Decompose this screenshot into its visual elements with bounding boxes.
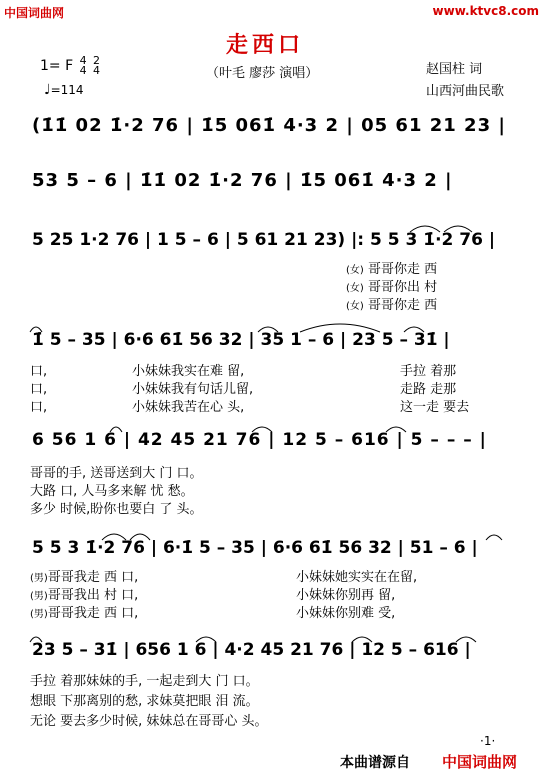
tie-line4-b — [258, 327, 278, 332]
tie-line6-a — [102, 534, 126, 540]
lyric-text: 哥哥你出 村 — [367, 280, 438, 295]
female-tag: (女) — [346, 283, 364, 294]
watermark-right: www.ktvc8.com — [432, 4, 539, 18]
tie-line7-b — [196, 637, 216, 642]
tie-line5-b — [252, 427, 272, 432]
score-line-4: 1̇ 5 – 35 | 6·6 61̇ 56 32 | 35 1 – 6 | 23 5 – 31̇ | — [32, 330, 450, 350]
score-line-1: (1̇1̇ 02 1̇·2 76 | 1̇5 061̇ 4·3 2 | 05 61 21 23 | — [32, 115, 506, 136]
score-line-5: 6 56 1 6 | 42 45 21 76 | 12 5 – 616 | 5 – – – | — [32, 430, 487, 450]
ts2-top: 2 — [93, 54, 101, 67]
key-label: 1= F — [40, 58, 74, 74]
ts1-bottom: 4 — [79, 64, 87, 77]
tie-line6-b — [130, 534, 150, 540]
lyrics-b2-l3-a: 口, — [30, 400, 48, 415]
lyrics-b2-l3-c: 这一走 要去 — [400, 400, 470, 415]
score-line-2: 53 5 – 6 | 1̇1̇ 02 1̇·2 76 | 1̇5 061̇ 4·3 2 | — [32, 170, 453, 191]
tie-line4-c — [300, 324, 380, 332]
source-site: 中国词曲网 — [442, 753, 518, 771]
lyrics-b3-l1: 哥哥的手, 送哥送到大 门 口。 — [30, 466, 203, 481]
male-tag: (男) — [30, 591, 48, 602]
source-label: 本曲谱源自 — [340, 755, 410, 771]
song-title: 走西口 — [226, 32, 305, 58]
lyric-text: 哥哥我走 西 口, — [47, 570, 139, 585]
lyrics-b2-l1-c: 手拉 着那 — [400, 364, 457, 379]
quarter-note-icon: ♩ — [44, 82, 51, 98]
ts1-top: 4 — [79, 54, 87, 67]
tie-line6-c — [486, 535, 502, 540]
lyrics-b2-l1-a: 口, — [30, 364, 48, 379]
watermark-left: 中国词曲网 — [4, 6, 65, 20]
tie-line4-a — [30, 327, 42, 332]
lyrics-b3-l2: 大路 口, 人马多来解 忧 愁。 — [30, 484, 194, 499]
score-line-3: 5 25 1·2 76 | 1 5 – 6 | 5 61 21 23) |: 5 5 3 1̇·2 76 | — [32, 230, 496, 250]
lyrics-b2-l2-a: 口, — [30, 382, 48, 397]
lyrics-b2-l2-c: 走路 走那 — [400, 382, 457, 397]
composer: 山西河曲民歌 — [426, 84, 505, 99]
lyrics-b4-l1-b: 小妹妹她实实在在留, — [296, 570, 418, 585]
tie-line3-b — [444, 226, 472, 232]
lyrics-b5-l1: 手拉 着那妹妹的手, 一起走到大 门 口。 — [30, 674, 259, 689]
score-line-7: 23 5 – 31̇ | 656 1 6 | 4·2 45 21 76 | 12 5 – 616 | — [32, 640, 471, 660]
lyrics-b2-l3-b: 小妹妹我苦在心 头, — [132, 400, 245, 415]
tie-line7-a — [30, 637, 42, 642]
lyric-text: 哥哥你走 西 — [367, 262, 438, 277]
lyrics-b4-l3-b: 小妹妹你别难 受, — [296, 606, 396, 621]
tie-line3-a — [410, 226, 440, 232]
lyrics-b3-l3: 多少 时候,盼你也要白 了 头。 — [30, 502, 203, 517]
score-line-6: 5 5 3 1̇·2 76 | 6·1̇ 5 – 35 | 6·6 61̇ 56 32 | 51 – 6 | — [32, 538, 478, 558]
tie-line7-c — [352, 637, 372, 642]
female-tag: (女) — [346, 301, 364, 312]
male-tag: (男) — [30, 573, 48, 584]
tempo-value: =114 — [50, 83, 84, 97]
male-tag: (男) — [30, 609, 48, 620]
lyric-text: 哥哥我走 西 口, — [47, 606, 139, 621]
lyricist: 赵国柱 词 — [426, 62, 483, 77]
tie-line7-d — [456, 637, 476, 642]
lyrics-b5-l3: 无论 要去多少时候, 妹妹总在哥哥心 头。 — [30, 714, 268, 729]
page-number: ·1· — [480, 734, 496, 748]
female-tag: (女) — [346, 265, 364, 276]
lyric-text: 哥哥你走 西 — [367, 298, 438, 313]
tie-line4-d — [404, 327, 424, 332]
lyrics-b4-l2-b: 小妹妹你别再 留, — [296, 588, 396, 603]
lyrics-b2-l2-b: 小妹妹我有句话儿留, — [132, 382, 254, 397]
ts2-bottom: 4 — [93, 64, 101, 77]
tie-line5-c — [386, 427, 406, 432]
tie-line5-a — [110, 427, 122, 432]
lyric-text: 哥哥我出 村 口, — [47, 588, 139, 603]
performers: （叶毛 廖莎 演唱） — [206, 66, 319, 81]
lyrics-b2-l1-b: 小妹妹我实在难 留, — [132, 364, 245, 379]
lyrics-b5-l2: 想眼 下那离别的愁, 求妹莫把眼 泪 流。 — [30, 694, 259, 709]
